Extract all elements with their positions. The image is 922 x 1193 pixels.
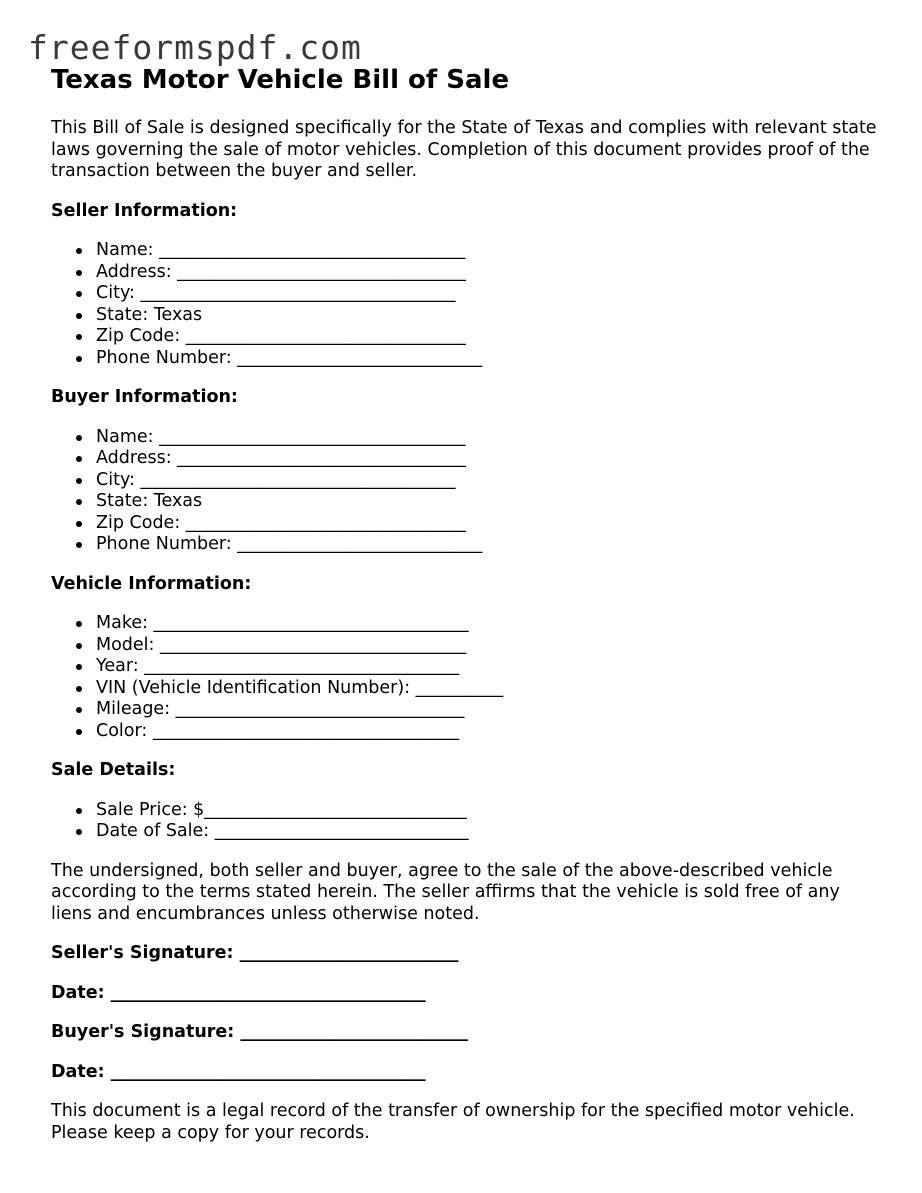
vehicle-mileage-field: Mileage: _________________________________ [96,699,881,721]
buyer-zip-field: Zip Code: ________________________________ [96,513,881,535]
seller-city-field: City: ____________________________________ [96,283,881,305]
vehicle-model-field: Model: ___________________________________ [96,635,881,657]
seller-address-field: Address: _________________________________ [96,262,881,284]
buyer-phone-field: Phone Number: ____________________________ [96,534,881,556]
vehicle-make-field: Make: ____________________________________ [96,613,881,635]
buyer-name-field: Name: ___________________________________ [96,427,881,449]
sale-field-list [51,800,881,843]
vehicle-vin-field: VIN (Vehicle Identification Number): __________ [96,678,881,700]
sale-section-heading: Sale Details: [51,760,176,780]
document-page [51,62,881,1144]
watermark-text: freeformspdf.com [28,28,362,67]
seller-state-field: State: Texas [96,305,881,327]
buyer-signature-line: Buyer's Signature: __________________________ [51,1022,468,1042]
buyer-field-list [51,427,881,556]
vehicle-year-field: Year: ____________________________________ [96,656,881,678]
buyer-address-field: Address: _________________________________ [96,448,881,470]
buyer-state-field: State: Texas [96,491,881,513]
seller-signature-line: Seller's Signature: _________________________ [51,943,459,963]
document-title: Texas Motor Vehicle Bill of Sale [51,65,510,95]
vehicle-section-heading: Vehicle Information: [51,573,252,594]
closing-paragraph: This document is a legal record of the transfer of ownership for the specified motor vehicle. Please keep a copy for your records. [51,1101,855,1143]
seller-zip-field: Zip Code: ________________________________ [96,326,881,348]
seller-name-field: Name: ___________________________________ [96,240,881,262]
buyer-city-field: City: ____________________________________ [96,470,881,492]
buyer-date-line: Date: ____________________________________ [51,1061,426,1082]
vehicle-field-list [51,613,881,742]
sale-date-field: Date of Sale: _____________________________ [96,821,881,843]
buyer-section-heading: Buyer Information: [51,387,238,407]
sale-price-field: Sale Price: $______________________________ [96,800,881,822]
seller-field-list [51,240,881,369]
seller-phone-field: Phone Number: ____________________________ [96,348,881,370]
agreement-paragraph: The undersigned, both seller and buyer, agree to the sale of the above-described vehicle according to the terms stated herein. The seller affirms that the vehicle is sold free of any liens and encumbrances unless otherwise noted. [51,860,840,924]
vehicle-color-field: Color: ___________________________________ [96,721,881,743]
intro-paragraph: This Bill of Sale is designed specifically for the State of Texas and complies with relevant state laws governing the sale of motor vehicles. Completion of this document provides proof of the transaction between the buyer and seller. [51,118,877,181]
seller-date-line: Date: ____________________________________ [51,982,426,1003]
seller-section-heading: Seller Information: [51,200,238,221]
